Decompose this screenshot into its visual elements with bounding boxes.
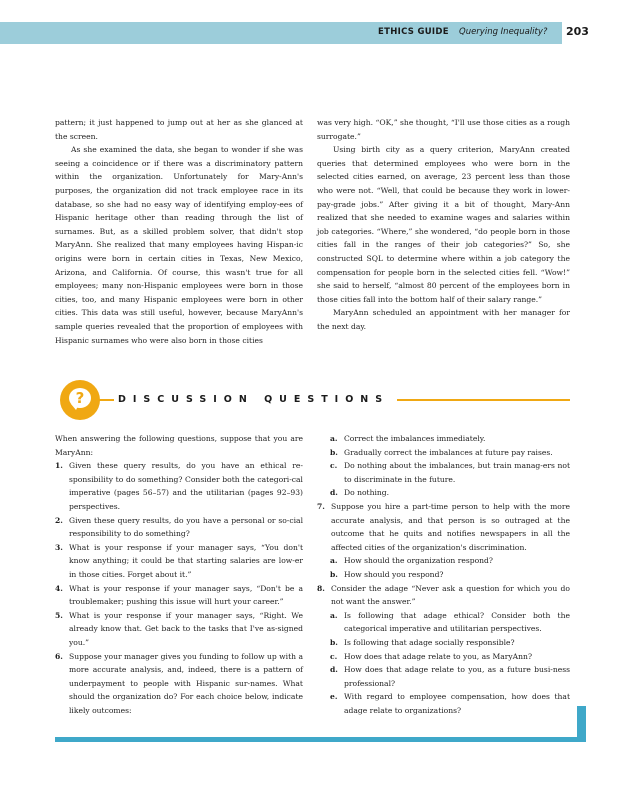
question-text: Given these query results, do you have an ethical re-sponsibility to do something? Consider both the categori-cal imperative (pages 56–57) and the utilitarian (pages 92–93) perspectives. <box>69 461 303 511</box>
discussion-left-column <box>55 432 303 717</box>
option-text: How should you respond? <box>344 569 444 579</box>
option-text: Is following that adage socially responsible? <box>344 637 515 647</box>
question-text: Suppose your manager gives you funding to follow up with a more accurate analysis, and, indeed, there is a pattern of underpayment to people with Hispanic sur-names. What should the organization do? For each choice below, indicate likely outcomes: <box>69 651 303 715</box>
option-letter: a. <box>330 610 338 620</box>
question-item <box>55 609 303 650</box>
discussion-intro: When answering the following questions, suppose that you are MaryAnn: <box>55 434 303 457</box>
option-text: Do nothing. <box>344 488 390 498</box>
option-letter: a. <box>330 434 338 443</box>
page-number: 203 <box>566 25 589 38</box>
option-item <box>317 663 570 690</box>
question-number: 6. <box>55 651 63 661</box>
option-item <box>317 690 570 717</box>
question-text: What is your response if your manager says, “Don't be a troublemaker; pushing this issue will hurt your career.” <box>69 583 303 607</box>
option-item <box>317 636 570 650</box>
option-text: With regard to employee compensation, how does that adage relate to organizations? <box>344 692 570 715</box>
question-number: 5. <box>55 610 63 620</box>
footer-rule <box>55 737 577 742</box>
question-item <box>317 500 570 554</box>
question-item <box>55 650 303 718</box>
option-item <box>317 446 570 460</box>
option-text: How should the organization respond? <box>344 556 493 566</box>
question-item <box>55 459 303 513</box>
option-item <box>317 459 570 486</box>
bubble-tail <box>71 404 79 410</box>
question-item <box>55 514 303 541</box>
question-number: 4. <box>55 583 63 593</box>
option-letter: b. <box>330 569 338 579</box>
question-text: Given these query results, do you have a personal or so-cial responsibility to do something? <box>69 515 303 539</box>
option-item <box>317 609 570 636</box>
question-number: 8. <box>317 583 325 593</box>
question-text: What is your response if your manager says, “Right. We already know that. Get back to the tasks that I've as-signed you.” <box>69 610 303 647</box>
question-text: Consider the adage “Never ask a question for which you do not want the answer.” <box>331 583 570 607</box>
discussion-heading: DISCUSSION QUESTIONS <box>114 393 397 407</box>
option-letter: d. <box>330 488 338 498</box>
option-item <box>317 568 570 582</box>
option-letter: e. <box>330 692 338 702</box>
question-number: 7. <box>317 501 325 511</box>
option-item <box>317 650 570 664</box>
body-right-column <box>317 116 570 334</box>
option-text: Is following that adage ethical? Consider both the categorical imperative and utilitarian perspectives. <box>344 610 570 634</box>
option-letter: c. <box>330 461 338 471</box>
option-letter: c. <box>330 651 338 661</box>
option-item <box>317 486 570 500</box>
footer-tab <box>577 706 586 742</box>
question-text: What is your response if your manager says, “You don't know anything; it could be that starting salaries are low-er in those cities. Forget about it.” <box>69 542 303 579</box>
option-item <box>317 554 570 568</box>
header-bar <box>0 22 625 44</box>
option-item <box>317 432 570 446</box>
question-mark-glyph: ? <box>69 388 91 408</box>
option-letter: b. <box>330 637 338 647</box>
question-number: 2. <box>55 515 63 525</box>
option-letter: d. <box>330 665 338 675</box>
option-text: Do nothing about the imbalances, but train manag-ers not to discriminate in the future. <box>344 461 570 484</box>
paragraph: MaryAnn scheduled an appointment with her manager for the next day. <box>317 308 570 331</box>
question-item <box>55 541 303 582</box>
discussion-right-column <box>317 432 570 717</box>
question-text: Suppose you hire a part-time person to help with the more accurate analysis, and that person is so outraged at the outcome that he quits and notifies newspapers in all the affected cities of the organization's discrimination. <box>331 501 570 552</box>
option-letter: a. <box>330 556 338 566</box>
question-number: 3. <box>55 542 63 552</box>
question-number: 1. <box>55 461 63 471</box>
paragraph: pattern; it just happened to jump out at her as she glanced at the screen. <box>55 118 303 141</box>
header-section-label: ETHICS GUIDE <box>378 27 449 37</box>
header-page-title: Querying Inequality? <box>459 27 548 37</box>
paragraph: was very high. “OK,” she thought, “I'll use those cities as a rough surrogate.” <box>317 118 570 141</box>
paragraph: Using birth city as a query criterion, MaryAnn created queries that determined employees who were born in the selected cities earned, on average, 23 percent less than those who were not. “Well, that could be because they work in lower-pay-grade jobs.” After giving it a bit of thought, Mary-Ann realized that she needed to examine wages and salaries within job categories. “Where,” she wondered, “do people born in those cities fall in the ranges of their job categories?” So, she constructed SQL to determine where within a job category the compensation for people born in the selected cities fell. “Wow!” she said to herself, “almost 80 percent of the employees born in those cities fall into the bottom half of their salary range.” <box>317 145 570 304</box>
option-letter: b. <box>330 447 338 457</box>
paragraph: As she examined the data, she began to wonder if she was seeing a coincidence or if there was a discriminatory pattern within the organization. Unfortunately for Mary-Ann's purposes, the organization did not track employee race in its database, so she had no easy way of identifying employ-ees of Hispanic heritage other than reading through the list of surnames. But, as a skilled problem solver, that didn't stop MaryAnn. She realized that many employees having Hispan-ic origins were born in certain cities in Texas, New Mexico, Arizona, and California. Of course, this wasn't true for all employees; many non-Hispanic employees were born in those cities, too, and many Hispanic employees were born in other cities. This data was still useful, however, because MaryAnn's sample queries revealed that the proportion of employees with Hispanic surnames who were also born in those cities <box>55 145 303 345</box>
option-text: Correct the imbalances immediately. <box>344 434 486 443</box>
question-bubble-icon <box>60 380 100 420</box>
option-text: Gradually correct the imbalances at future pay raises. <box>344 447 553 457</box>
body-left-column <box>55 116 303 347</box>
question-item <box>55 582 303 609</box>
option-text: How does that adage relate to you, as a future busi-ness professional? <box>344 665 570 688</box>
question-item <box>317 582 570 609</box>
option-text: How does that adage relate to you, as MaryAnn? <box>344 651 533 661</box>
discussion-questions-banner <box>60 380 570 420</box>
